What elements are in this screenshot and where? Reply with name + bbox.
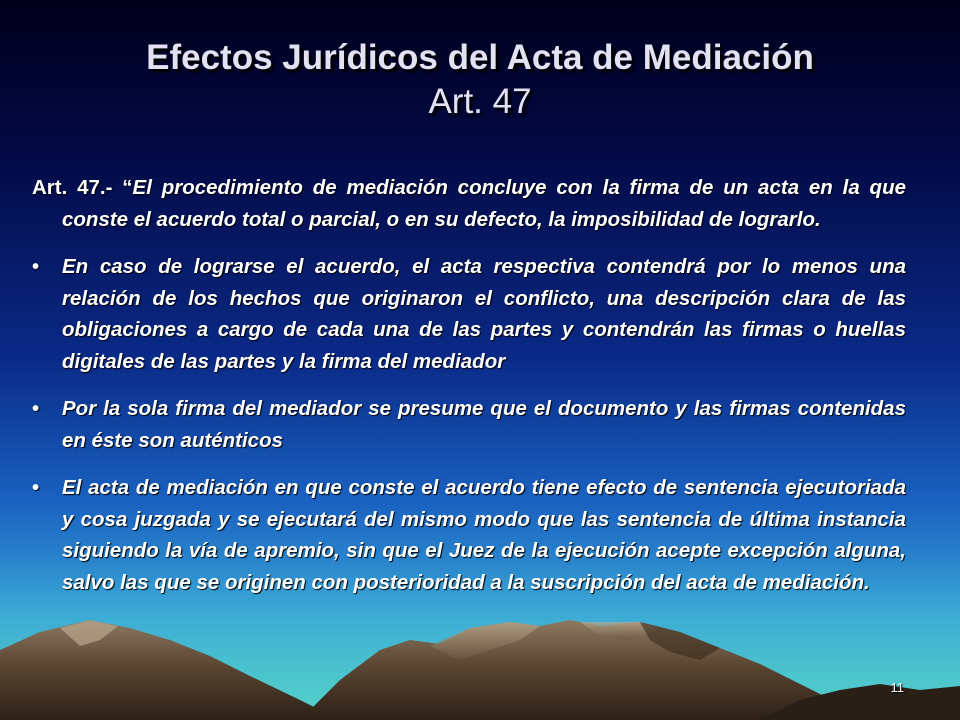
intro-paragraph — [32, 172, 906, 235]
bullet-item — [32, 251, 906, 377]
page-number: 11 — [890, 680, 904, 695]
title-article: Art. 47 — [428, 82, 532, 121]
bullet-marker: • — [32, 397, 40, 420]
title-main: Efectos Jurídicos del Acta de Mediación — [146, 38, 814, 77]
bullet-text: Por la sola firma del mediador se presume que el documento y las firmas contenidas en éste son auténticos — [62, 397, 906, 452]
bullet-item — [32, 472, 906, 598]
bullet-item — [32, 393, 906, 456]
slide-body — [32, 172, 906, 614]
bullet-marker: • — [32, 476, 40, 499]
intro-text: El procedimiento de mediación concluye con la firma de un acta en la que conste el acuerdo total o parcial, o en su defecto, la imposibilidad de lograrlo. — [62, 176, 906, 231]
bullet-text: En caso de lograrse el acuerdo, el acta respectiva contendrá por lo menos una relación de los hechos que originaron el conflicto, una descripción clara de las obligaciones a cargo de cada una de las partes y contendrán las firmas o huellas digitales de las partes y la firma del mediador — [62, 255, 906, 373]
bullet-text: El acta de mediación en que conste el acuerdo tiene efecto de sentencia ejecutoriada y cosa juzgada y se ejecutará del mismo modo que las sentencia de última instancia siguiendo la vía de apremio, sin que el Juez de la ejecución acepte excepción alguna, salvo las que se originen con posterioridad a la suscripción del acta de mediación. — [62, 476, 906, 594]
intro-lead: Art. 47.- “ — [32, 176, 133, 199]
slide-title — [40, 36, 920, 124]
bullet-marker: • — [32, 255, 40, 278]
